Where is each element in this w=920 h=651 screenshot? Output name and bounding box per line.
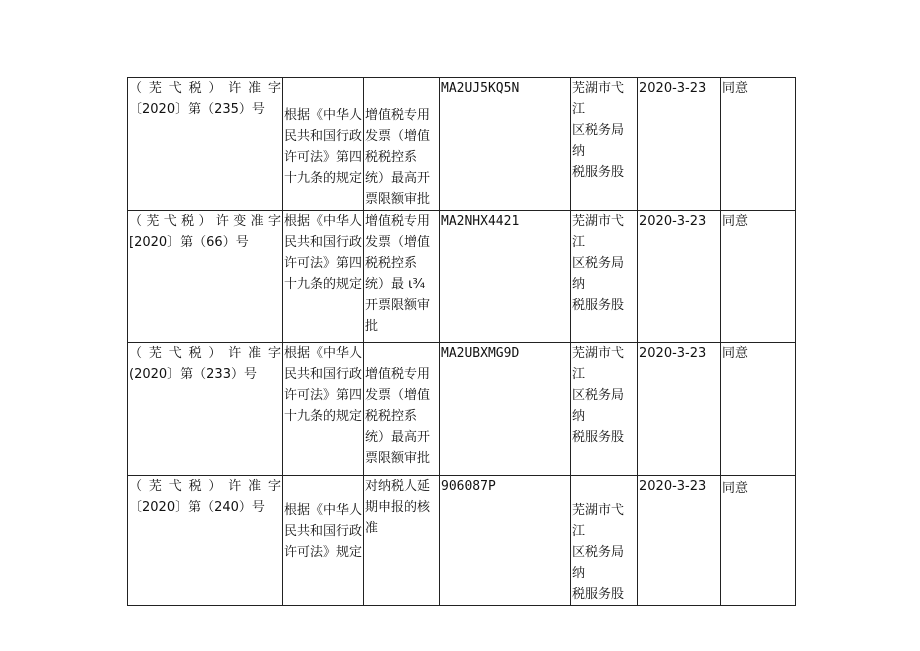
table-row	[128, 211, 796, 343]
result-cell	[721, 343, 796, 476]
decision-date-cell	[638, 78, 721, 211]
decision-date-text: 2020-3-23	[639, 346, 707, 361]
permit-table	[127, 77, 796, 606]
authority-cell	[571, 476, 638, 606]
taxpayer-code-text: MA2UBXMG9D	[441, 346, 520, 361]
result-text: 同意	[722, 81, 749, 96]
result-text: 同意	[722, 346, 749, 361]
authority-text: 芜湖市弋江 区税务局纳 税服务股	[572, 346, 625, 445]
legal-basis-text: 根据《中华人 民共和国行政 许可法》第四 十九条的规定	[284, 346, 363, 424]
legal-basis-cell	[283, 78, 364, 211]
authority-text: 芜湖市弋江 区税务局纳 税服务股	[572, 81, 625, 180]
decision-date-text: 2020-3-23	[639, 81, 707, 96]
permit-number-cell	[128, 343, 283, 476]
taxpayer-code-text: MA2NHX4421	[441, 214, 520, 229]
legal-basis-text: 根据《中华人 民共和国行政 许可法》规定	[284, 503, 363, 560]
legal-basis-cell	[283, 343, 364, 476]
legal-basis-text: 根据《中华人 民共和国行政 许可法》第四 十九条的规定	[284, 108, 363, 186]
authority-cell	[571, 78, 638, 211]
permit-number-line1: （芜弋税）许准字	[129, 346, 281, 361]
permit-number-cell	[128, 78, 283, 211]
approval-item-cell	[364, 476, 440, 606]
result-cell	[721, 78, 796, 211]
taxpayer-code-cell	[440, 211, 571, 343]
legal-basis-cell	[283, 211, 364, 343]
permit-number-line1: （芜弋税）许准字	[129, 81, 281, 96]
decision-date-cell	[638, 211, 721, 343]
permit-number-line1: （芜弋税）许准字	[129, 479, 281, 494]
decision-date-cell	[638, 476, 721, 606]
approval-item-text: 增值税专用 发票（增值 税税控系 统）最高开 票限额审批	[365, 108, 431, 207]
taxpayer-code-text: 906087P	[441, 479, 496, 494]
permit-number-cell	[128, 476, 283, 606]
table-row	[128, 343, 796, 476]
approval-item-text: 增值税专用 发票（增值 税税控系 统）最高开 票限额审批	[365, 367, 431, 466]
approval-item-text: 对纳税人延 期申报的核 准	[365, 479, 431, 536]
approval-item-cell	[364, 211, 440, 343]
taxpayer-code-cell	[440, 476, 571, 606]
legal-basis-text: 根据《中华人 民共和国行政 许可法》第四 十九条的规定	[284, 214, 363, 292]
permit-number-cell	[128, 211, 283, 343]
table-row	[128, 78, 796, 211]
result-cell	[721, 211, 796, 343]
authority-text: 芜湖市弋江 区税务局纳 税服务股	[572, 503, 625, 602]
result-text: 同意	[722, 481, 749, 496]
table-row	[128, 476, 796, 606]
approval-item-text: 增值税专用 发票（增值 税税控系 统）最 ι¾ 开票限额审 批	[365, 214, 431, 334]
taxpayer-code-cell	[440, 78, 571, 211]
permit-number-line2: 〔2020〕第（235）号	[129, 102, 265, 117]
legal-basis-cell	[283, 476, 364, 606]
approval-item-cell	[364, 343, 440, 476]
permit-number-line1: （芜弋税）许变准字	[129, 214, 281, 229]
result-cell	[721, 476, 796, 606]
authority-cell	[571, 211, 638, 343]
approval-item-cell	[364, 78, 440, 211]
taxpayer-code-cell	[440, 343, 571, 476]
authority-cell	[571, 343, 638, 476]
permit-number-line2: [2020〕第（66）号	[129, 235, 249, 250]
taxpayer-code-text: MA2UJ5KQ5N	[441, 81, 520, 96]
permit-number-line2: (2020〕第（233）号	[129, 367, 257, 382]
decision-date-text: 2020-3-23	[639, 479, 707, 494]
authority-text: 芜湖市弋江 区税务局纳 税服务股	[572, 214, 625, 313]
permit-number-line2: 〔2020〕第（240）号	[129, 500, 265, 515]
result-text: 同意	[722, 214, 749, 229]
decision-date-cell	[638, 343, 721, 476]
decision-date-text: 2020-3-23	[639, 214, 707, 229]
